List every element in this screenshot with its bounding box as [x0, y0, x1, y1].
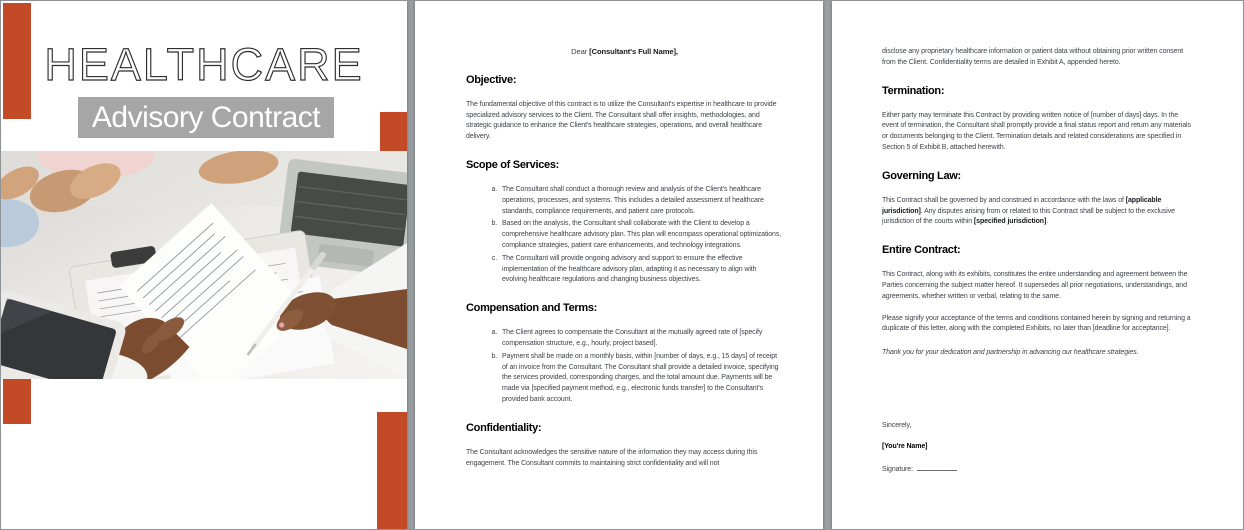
consultant-name-placeholder: [Consultant's Full Name], — [589, 47, 678, 56]
accent-bar-right — [380, 112, 407, 151]
governing-law-heading: Governing Law: — [882, 169, 961, 182]
thank-you-note: Thank you for your dedication and partnership in advancing our healthcare strategies. — [882, 349, 1139, 357]
compensation-list — [466, 328, 783, 406]
cover-page — [1, 1, 407, 529]
governing-text: . — [1046, 218, 1049, 226]
specified-jurisdiction-placeholder: [specified jurisdiction] — [973, 218, 1047, 226]
confidentiality-paragraph: The Consultant acknowledges the sensitive nature of the information they may access during this engagement. The Consultant commits to maintaining strict confidentiality and will not — [466, 448, 758, 467]
governing-text: This Contract shall be governed by and construed in accordance with the laws of — [882, 196, 1126, 204]
signature-line — [917, 463, 957, 471]
signer-name-placeholder: [You're Name] — [882, 442, 928, 450]
scope-list — [466, 185, 783, 286]
entire-contract-heading: Entire Contract: — [882, 244, 961, 257]
salutation — [466, 47, 783, 58]
compensation-heading: Compensation and Terms: — [466, 302, 598, 315]
termination-paragraph: Either party may terminate this Contract by providing written notice of [number of days] days. In the event of termination, the Consultant shall promptly provide a final status report and return any materials or documents belonging to the Client. Termination details and related considerations are specified in Section 5 of Exhibit B, attached herewith. — [882, 111, 1191, 151]
list-item: a. The Client agrees to compensate the Consultant at the mutually agreed rate of [specify compensation structure, e.g., hourly, project based]. — [499, 328, 783, 350]
accent-bar-bottom-right — [377, 412, 407, 529]
contract-page-1 — [415, 1, 823, 529]
acceptance-paragraph: Please signify your acceptance of the terms and conditions contained herein by signing and returning a duplicate of this letter, along with the completed Exhibits, no later than [deadline for acceptance]. — [882, 314, 1191, 333]
list-item: a. The Consultant shall conduct a thorough review and analysis of the Client's healthcare operations, processes, and systems. This includes a detailed assessment of healthcare standards, compliance requirements, and patient care protocols. — [499, 185, 783, 217]
list-item: b. Based on the analysis, the Consultant shall collaborate with the Client to develop a comprehensive healthcare advisory plan. This plan will encompass operational optimizations, compliance strategies, patient care enhancements, and technology integrations. — [499, 219, 783, 251]
signature-label: Signature: — [882, 465, 913, 473]
signature-row — [882, 463, 1196, 476]
objective-paragraph: The fundamental objective of this contract is to utilize the Consultant's expertise in healthcare to provide specialized advisory services to the Client. The Consultant shall offer insights, methodologies, and strategic guidance to enhance the Client's healthcare strategies, operations, and overall healthcare delivery. — [466, 100, 777, 141]
cover-subtitle — [78, 97, 334, 138]
list-item: c. The Consultant will provide ongoing advisory and support to ensure the effective implementation of the healthcare advisory plan, adapting it as necessary to align with evolving healthcare regulations and changing business objectives. — [499, 254, 783, 286]
accent-bar-bottom-left — [3, 379, 31, 424]
governing-text: . Any disputes arising from or related to this Contract shall be subject to the exclusive jurisdiction of the courts within — [882, 207, 1175, 226]
consultation-photo — [1, 151, 407, 379]
confidentiality-continued: disclose any proprietary healthcare information or patient data without obtaining prior written consent from the Client. Confidentiality terms are detailed in Exhibit A, appended hereto. — [882, 48, 1183, 66]
list-item: b. Payment shall be made on a monthly basis, within [number of days, e.g., 15 days] of receipt of an invoice from the Consultant. The Consultant shall provide a detailed invoice, specifying the services provided, corresponding charges, and the total amount due. Payments will be made via [specified payment method, e.g., electronic funds transfer] to the Consultant's provided bank account. — [499, 352, 783, 406]
entire-contract-paragraph: This Contract, along with its exhibits, constitutes the entire understanding and agreement between the Parties concerning the subject matter hereof. It supersedes all prior negotiations, understandings, and agreements, whether written or verbal, relating to the same. — [882, 271, 1188, 300]
cover-title: HEALTHCARE — [44, 39, 364, 90]
termination-heading: Termination: — [882, 84, 945, 97]
salutation-prefix: Dear — [571, 47, 590, 56]
confidentiality-heading: Confidentiality: — [466, 421, 542, 434]
cover-subtitle-label: Advisory Contract — [91, 100, 321, 134]
scope-heading: Scope of Services: — [466, 158, 560, 171]
contract-page-2 — [832, 1, 1244, 529]
applicable-jurisdiction-placeholder: [applicable jurisdiction] — [882, 196, 1162, 215]
closing: Sincerely, — [882, 421, 912, 429]
objective-heading: Objective: — [466, 73, 517, 86]
governing-law-paragraph — [882, 196, 1196, 228]
